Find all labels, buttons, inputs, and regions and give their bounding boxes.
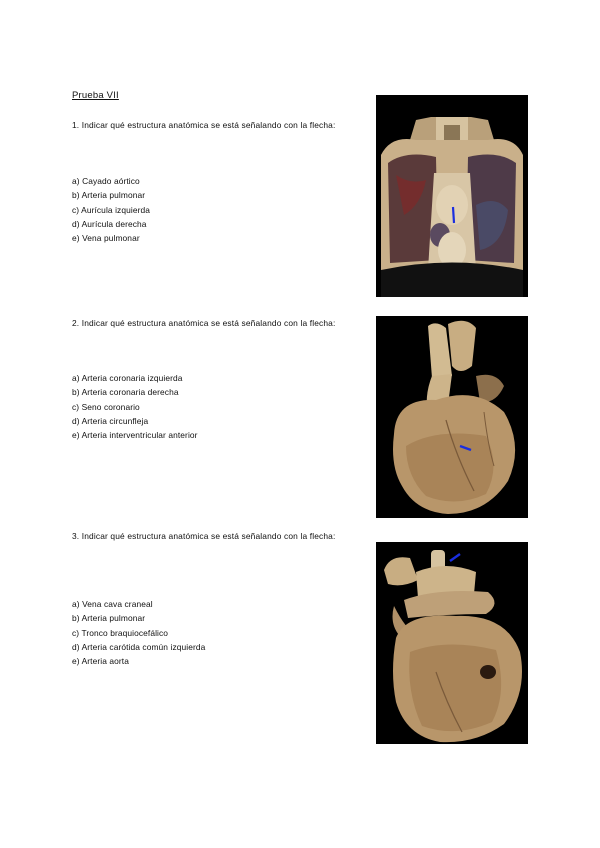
question-1-prompt: 1. Indicar qué estructura anatómica se está señalando con la flecha:	[72, 120, 336, 130]
heart-posterior-photo-icon	[376, 542, 528, 744]
question-2-prompt: 2. Indicar qué estructura anatómica se está señalando con la flecha:	[72, 318, 336, 328]
question-1-option-b[interactable]: b) Arteria pulmonar	[72, 190, 146, 201]
question-3-option-b[interactable]: b) Arteria pulmonar	[72, 613, 146, 624]
question-2-option-c[interactable]: c) Seno coronario	[72, 401, 140, 412]
question-3-option-a[interactable]: a) Vena cava craneal	[72, 599, 153, 609]
question-3-option-d[interactable]: d) Arteria carótida común izquierda	[72, 641, 206, 652]
question-2-option-b[interactable]: b) Arteria coronaria derecha	[72, 387, 179, 398]
question-1-option-e[interactable]: e) Vena pulmonar	[72, 233, 140, 244]
question-2-options	[72, 371, 198, 442]
heart-anterior-photo-icon	[376, 316, 528, 518]
question-1-option-d[interactable]: d) Aurícula derecha	[72, 218, 147, 229]
question-2-option-e[interactable]: e) Arteria interventricular anterior	[72, 430, 198, 441]
question-2-option-a[interactable]: a) Arteria coronaria izquierda	[72, 373, 183, 383]
page-title: Prueba VII	[72, 90, 119, 101]
thorax-dissection-photo-icon	[376, 95, 528, 297]
question-2-option-d[interactable]: d) Arteria circunfleja	[72, 415, 149, 426]
question-3-prompt: 3. Indicar qué estructura anatómica se está señalando con la flecha:	[72, 531, 336, 541]
question-3-option-c[interactable]: c) Tronco braquiocefálico	[72, 627, 169, 638]
question-1-option-a[interactable]: a) Cayado aórtico	[72, 176, 140, 186]
question-1-options	[72, 174, 150, 245]
question-3-options	[72, 597, 205, 668]
question-3-option-e[interactable]: e) Arteria aorta	[72, 656, 129, 667]
question-1-option-c[interactable]: c) Aurícula izquierda	[72, 204, 150, 215]
